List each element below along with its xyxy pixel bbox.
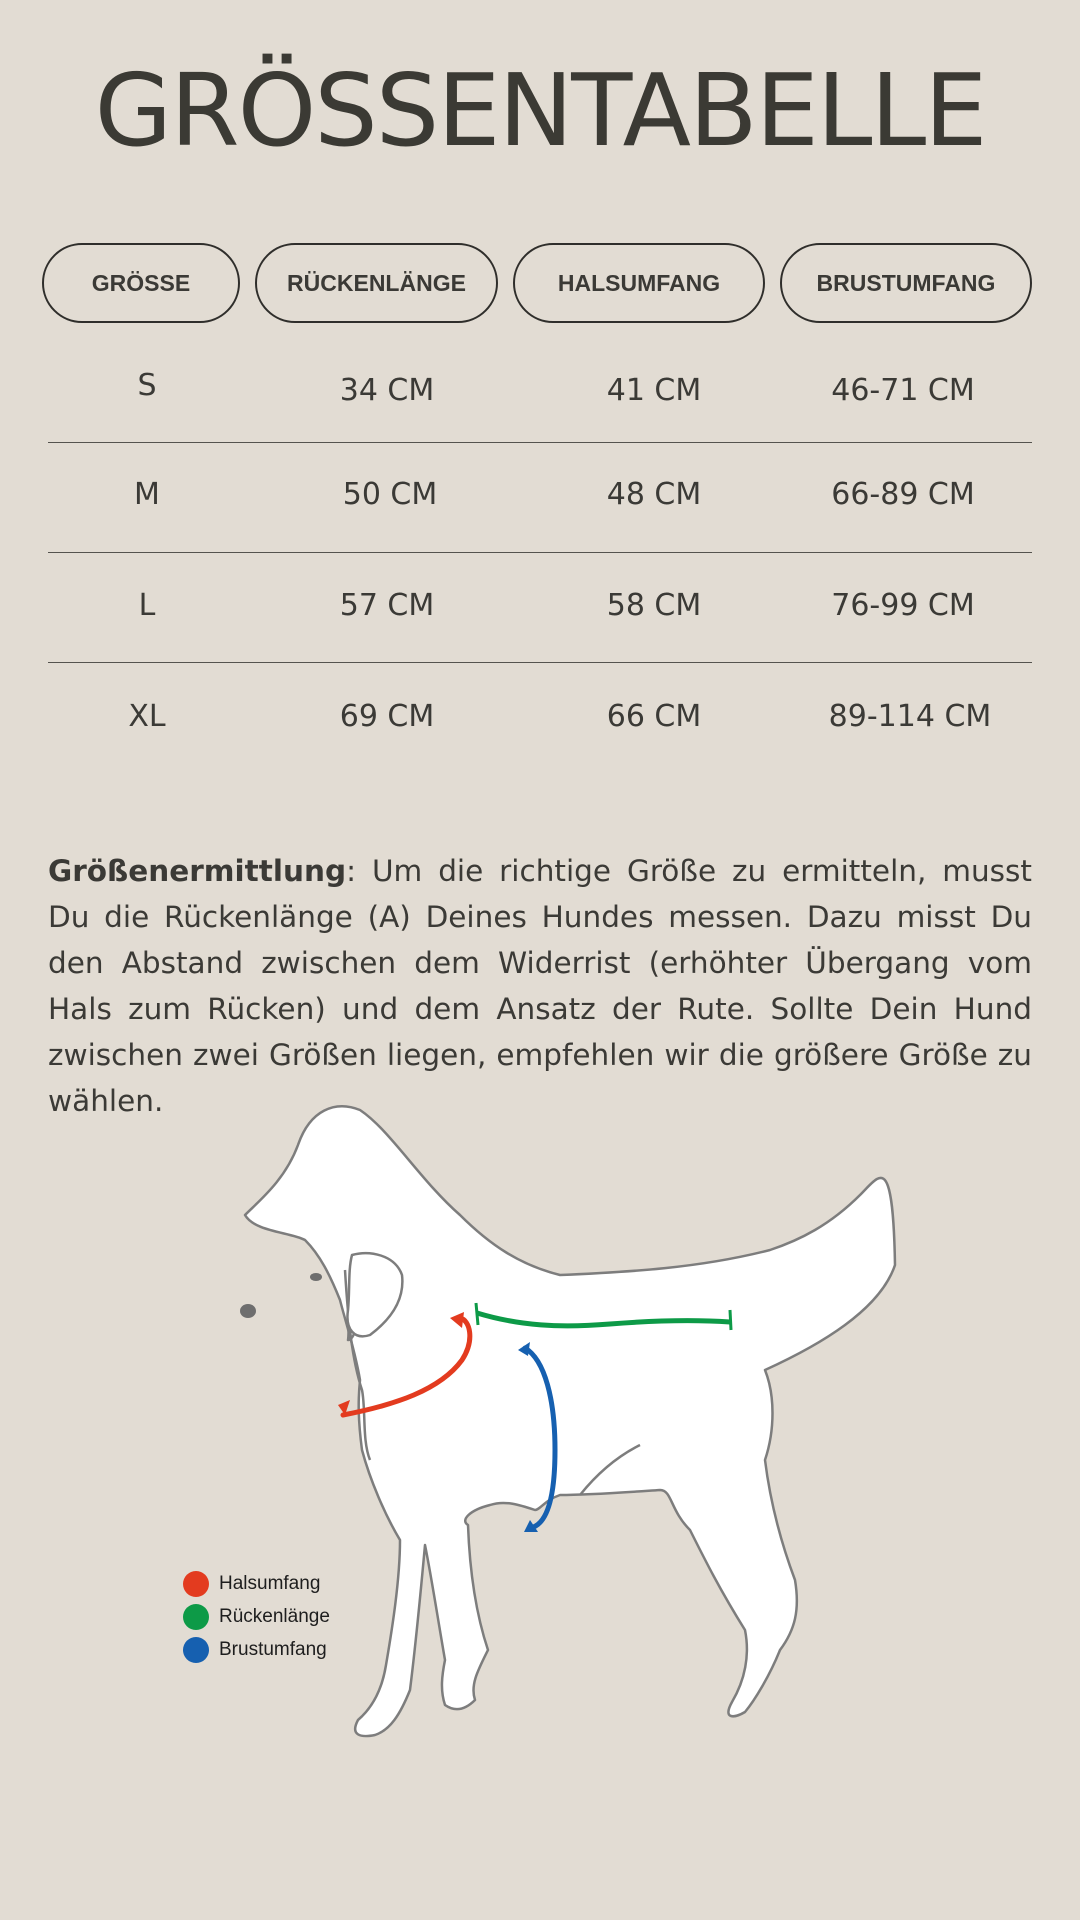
- legend: [183, 1567, 330, 1666]
- chest-cell: 66-89 CM: [831, 477, 975, 512]
- chest-cell: 46-71 CM: [831, 373, 975, 408]
- back-length-cell: 50 CM: [342, 477, 438, 512]
- back-length-cell: 34 CM: [339, 373, 435, 408]
- blue-dot-icon: [183, 1637, 209, 1663]
- header-groesse: GRÖSSE: [42, 243, 240, 323]
- chest-cell: 89-114 CM: [828, 699, 992, 734]
- size-cell: S: [137, 368, 157, 403]
- header-rueckenlaenge: RÜCKENLÄNGE: [255, 243, 498, 323]
- size-cell: L: [138, 588, 156, 623]
- dog-eye: [310, 1273, 322, 1281]
- description-text: : Um die richtige Größe zu ermitteln, musst Du die Rückenlänge (A) Deines Hundes messen. Dazu misst Du den Abstand zwischen dem Widerrist (erhöhter Übergang vom Hals zum Rücken) und dem Ansatz der Rute. Sollte Dein Hund zwischen zwei Größen liegen, empfehlen wir die größere Größe zu wählen.: [48, 854, 1032, 1118]
- back-length-cell: 69 CM: [339, 699, 435, 734]
- neck-cell: 48 CM: [606, 477, 702, 512]
- green-dot-icon: [183, 1604, 209, 1630]
- dog-nose: [240, 1304, 256, 1318]
- red-dot-icon: [183, 1571, 209, 1597]
- back-length-cell: 57 CM: [339, 588, 435, 623]
- neck-cell: 66 CM: [606, 699, 702, 734]
- legend-item-rueckenlaenge: Rückenlänge: [183, 1600, 330, 1633]
- page-title: GRÖSSENTABELLE: [94, 52, 986, 169]
- header-brustumfang: BRUSTUMFANG: [780, 243, 1032, 323]
- neck-cell: 41 CM: [606, 373, 702, 408]
- legend-item-brustumfang: Brustumfang: [183, 1633, 330, 1666]
- header-halsumfang: HALSUMFANG: [513, 243, 765, 323]
- description-heading: Größenermittlung: [48, 854, 347, 888]
- legend-item-halsumfang: Halsumfang: [183, 1567, 330, 1600]
- neck-cell: 58 CM: [606, 588, 702, 623]
- chest-cell: 76-99 CM: [831, 588, 975, 623]
- size-cell: XL: [128, 699, 166, 734]
- size-cell: M: [134, 477, 160, 512]
